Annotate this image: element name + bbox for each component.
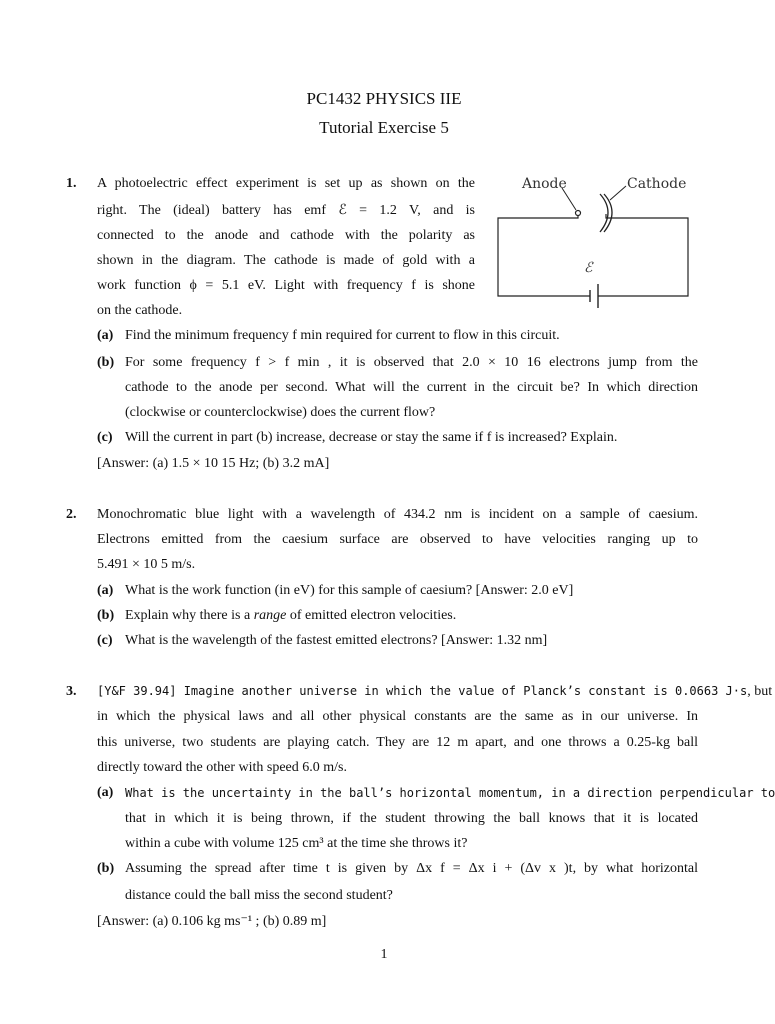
q3-a-label: (a) — [97, 785, 114, 800]
tutorial-subtitle: Tutorial Exercise 5 — [319, 118, 449, 137]
circuit-drawing — [492, 174, 708, 314]
q1-c-label: (c) — [97, 430, 113, 445]
q2-a-label: (a) — [97, 583, 114, 598]
circuit-diagram — [492, 174, 708, 314]
q3-line-3: this universe, two students are playing catch. They are 12 m apart, and one throws a 0.25-kg ball — [97, 735, 698, 750]
anode-label: Anode — [522, 176, 567, 192]
q2-b-label: (b) — [97, 608, 115, 623]
q1-b-line-2: cathode to the anode per second. What will the current in the circuit be? In which direction — [125, 380, 698, 395]
q1-b-label: (b) — [97, 355, 115, 370]
q1-b-line-1: For some frequency f > f min , it is observed that 2.0 × 10 16 electrons jump from the — [125, 355, 698, 370]
q2-part-b — [97, 608, 456, 624]
q2-part-c — [97, 633, 547, 649]
q1-part-b — [97, 355, 125, 371]
q3-a-line-3: within a cube with volume 125 cm³ at the time she throws it? — [125, 836, 468, 851]
course-title: PC1432 PHYSICS IIE — [306, 89, 462, 108]
q3-b-line-2: distance could the ball miss the second student? — [125, 888, 393, 903]
q1-c-text: Will the current in part (b) increase, decrease or stay the same if f is increased? Explain. — [125, 430, 618, 445]
q3-line-1-ref: [Y&F 39.94] Imagine another universe in which the value of Planck’s constant is 0.0663 J·s — [97, 684, 748, 698]
q3-line-1 — [97, 684, 773, 700]
q3-a-line-1: What is the uncertainty in the ball’s horizontal momentum, in a direction perpendicular to — [125, 786, 775, 800]
q3-number: 3. — [66, 684, 77, 699]
q1-a-text: Find the minimum frequency f min required for current to flow in this circuit. — [125, 328, 560, 343]
q1-b-line-3: (clockwise or counterclockwise) does the current flow? — [125, 405, 436, 420]
q2-part-a — [97, 583, 573, 599]
q2-b-text-pre: Explain why there is a — [125, 608, 254, 623]
q3-answer: [Answer: (a) 0.106 kg ms⁻¹ ; (b) 0.89 m] — [97, 914, 327, 929]
q2-line-3: 5.491 × 10 5 m/s. — [97, 557, 196, 572]
q2-line-2: Electrons emitted from the caesium surface are observed to have velocities ranging up to — [97, 532, 698, 547]
q3-line-2: in which the physical laws and all other physical constants are the same as in our universe. In — [97, 709, 698, 724]
q2-b-text-post: of emitted electron velocities. — [286, 608, 457, 623]
q2-b-text-em: range — [253, 608, 287, 623]
q1-line-5: work function ϕ = 5.1 eV. Light with frequency f is shone — [97, 278, 475, 293]
q2-c-label: (c) — [97, 633, 113, 648]
q1-line-2: right. The (ideal) battery has emf ℰ = 1.2 V, and is — [97, 203, 475, 218]
q3-a-line-2: that in which it is being thrown, if the student throwing the ball knows that it is located — [125, 811, 698, 826]
page-number: 1 — [380, 947, 388, 962]
q1-part-c — [97, 430, 617, 446]
cathode-label: Cathode — [627, 176, 687, 192]
q1-line-4: shown in the diagram. The cathode is made of gold with a — [97, 253, 475, 268]
q1-number: 1. — [66, 176, 77, 191]
q3-line-4: directly toward the other with speed 6.0 m/s. — [97, 760, 347, 775]
q3-part-a — [97, 785, 125, 801]
q2-line-1: Monochromatic blue light with a wavelength of 434.2 nm is incident on a sample of caesium. — [97, 507, 698, 522]
q2-number: 2. — [66, 507, 77, 522]
q3-b-label: (b) — [97, 861, 115, 876]
q3-part-b — [97, 861, 125, 877]
q1-line-6: on the cathode. — [97, 303, 183, 318]
q1-a-label: (a) — [97, 328, 114, 343]
emf-label: ℰ — [584, 260, 593, 276]
q1-answer: [Answer: (a) 1.5 × 10 15 Hz; (b) 3.2 mA] — [97, 456, 330, 471]
q1-line-1: A photoelectric effect experiment is set up as shown on the — [97, 176, 475, 191]
q3-b-line-1: Assuming the spread after time t is given by Δx f = Δx i + (Δv x )t, by what horizontal — [125, 861, 698, 876]
q2-c-text: What is the wavelength of the fastest emitted electrons? [Answer: 1.32 nm] — [125, 633, 548, 648]
q1-part-a — [97, 328, 560, 344]
q2-a-text: What is the work function (in eV) for this sample of caesium? [Answer: 2.0 eV] — [125, 583, 574, 598]
q1-line-3: connected to the anode and cathode with the polarity as — [97, 228, 475, 243]
q3-line-1-end: , but — [747, 684, 773, 699]
